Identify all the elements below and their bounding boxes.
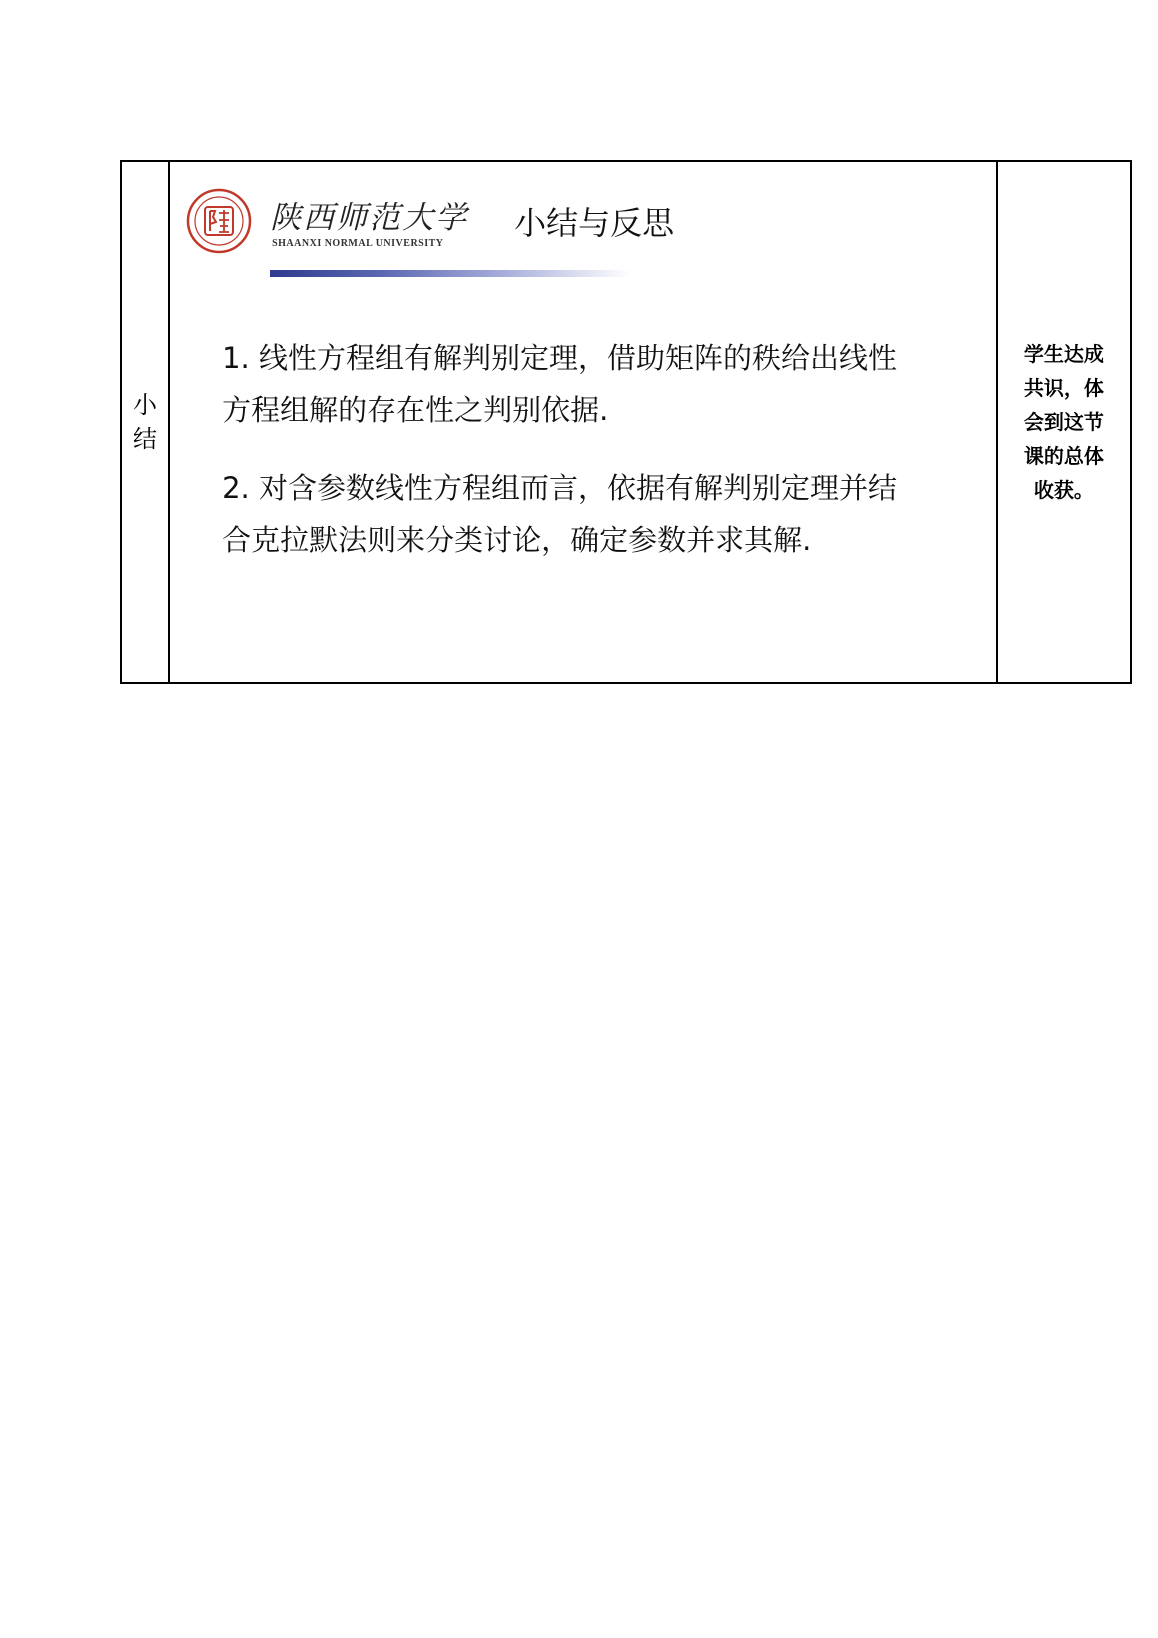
student-outcome-note xyxy=(998,337,1130,507)
note-line: 学生达成 xyxy=(1023,342,1104,366)
section-label-char: 结 xyxy=(133,425,158,453)
summary-point: 1. 线性方程组有解判别定理，借助矩阵的秩给出线性方程组解的存在性之判别依据. xyxy=(222,341,897,427)
university-name-cn: 陕西师范大学 xyxy=(270,200,469,236)
section-label xyxy=(122,388,168,456)
note-line: 共识，体 xyxy=(1023,376,1104,400)
note-line: 会到这节 xyxy=(1023,410,1104,434)
slide-image xyxy=(170,162,996,682)
section-label-char: 小 xyxy=(133,391,158,419)
summary-points xyxy=(222,332,922,592)
note-line: 课的总体 xyxy=(1023,444,1104,468)
summary-row xyxy=(121,161,1131,683)
university-name-en: SHAANXI NORMAL UNIVERSITY xyxy=(272,238,444,249)
university-seal-icon xyxy=(186,186,252,256)
slide-header xyxy=(186,186,986,266)
note-cell xyxy=(997,161,1131,683)
content-cell xyxy=(169,161,997,683)
note-line: 收获。 xyxy=(1033,478,1094,502)
slide-title: 小结与反思 xyxy=(514,204,675,242)
header-gradient-bar xyxy=(270,270,630,277)
summary-point: 2. 对含参数线性方程组而言，依据有解判别定理并结合克拉默法则来分类讨论，确定参数并求其解. xyxy=(222,471,897,557)
lesson-plan-table xyxy=(120,160,1132,684)
section-cell xyxy=(121,161,169,683)
